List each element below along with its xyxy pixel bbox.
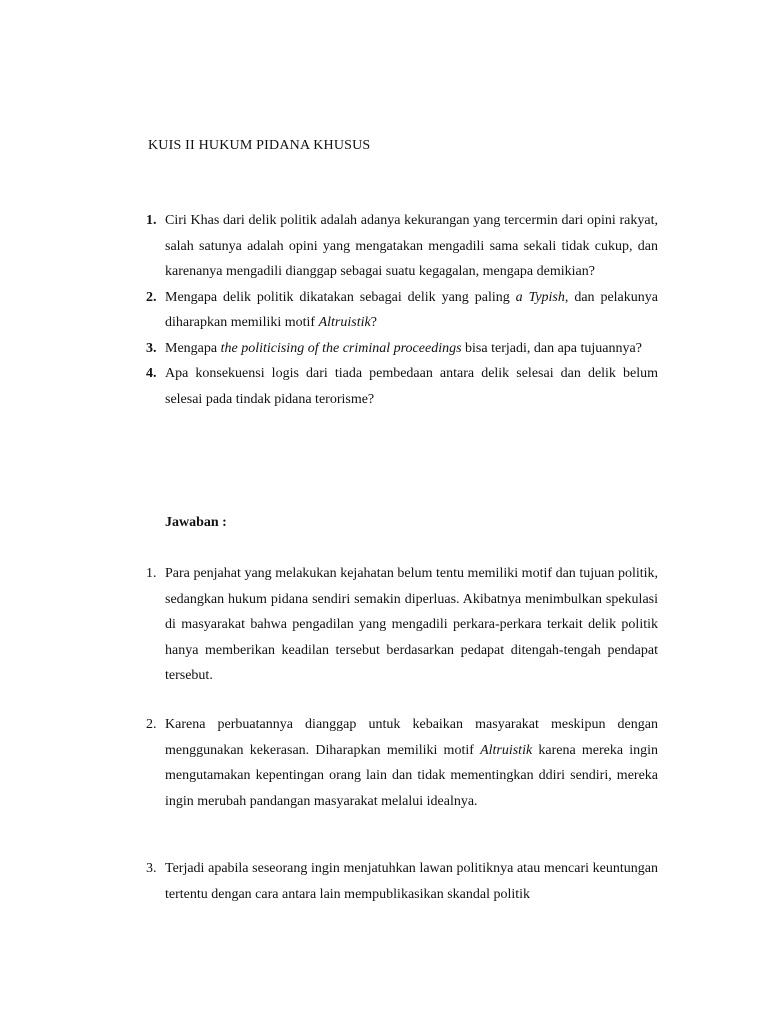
answer-item-1 <box>146 561 658 689</box>
question-item <box>146 208 658 285</box>
question-text-segment: Apa konsekuensi logis dari tiada pembedaan antara delik selesai dan delik belum selesai pada tindak pidana terorisme? <box>165 366 658 407</box>
question-number: 2. <box>146 289 157 305</box>
question-item <box>146 285 658 336</box>
answers-heading: Jawaban : <box>165 515 227 530</box>
answer-item-2 <box>146 712 658 814</box>
question-text-segment: Ciri Khas dari delik politik adalah adanya kekurangan yang tercermin dari opini rakyat, salah satunya adalah opini yang mengatakan mengadili sama sekali tidak cukup, dan karenanya mengadili dianggap sebagai suatu kegagalan, mengapa demikian? <box>165 213 658 279</box>
question-text-segment: Mengapa <box>165 340 221 356</box>
answer-text <box>165 861 658 902</box>
question-text <box>165 213 658 279</box>
answer-text-segment: Para penjahat yang melakukan kejahatan belum tentu memiliki motif dan tujuan politik, sedangkan hukum pidana sendiri semakin diperluas. Akibatnya menimbulkan spekulasi di masyarakat bahwa pengadilan yang mengadili perkara-perkara terkait delik politik hanya memberikan keadilan tersebut berdasarkan pedapat ditengah-tengah pendapat tersebut. <box>165 566 658 683</box>
answer-text <box>165 566 658 683</box>
answer-number: 3. <box>146 861 157 876</box>
answer-item <box>146 561 658 689</box>
answer-number: 2. <box>146 717 157 732</box>
question-item <box>146 336 658 362</box>
answer-text-italic: Altruistik <box>480 742 533 758</box>
question-text-italic: the politicising of the criminal proceedings <box>220 340 462 356</box>
answer-item <box>146 712 658 814</box>
answer-number: 1. <box>146 566 157 581</box>
answer-text <box>165 717 658 809</box>
answer-item-3 <box>146 856 658 907</box>
question-number: 4. <box>146 366 157 381</box>
question-text-segment: bisa terjadi, dan apa tujuannya? <box>461 340 642 356</box>
question-text-segment: , dan pelakunya diharapkan memiliki motif <box>165 289 658 330</box>
question-text-italic: Altruistik <box>318 315 371 330</box>
answer-text-segment: karena mereka ingin mengutamakan kepentingan orang lain dan tidak mementingkan ddiri sendiri, mereka ingin merubah pandangan masyarakat melalui idealnya. <box>165 742 658 809</box>
question-text <box>165 290 658 331</box>
question-number: 1. <box>146 213 157 228</box>
answer-text-segment: Terjadi apabila seseorang ingin menjatuhkan lawan politiknya atau mencari keuntungan tertentu dengan cara antara lain mempublikasikan skandal politik <box>165 861 658 902</box>
answer-item <box>146 856 658 907</box>
question-text <box>165 366 658 407</box>
question-list <box>146 208 658 412</box>
question-text <box>165 341 642 356</box>
question-text-segment: Mengapa delik politik dikatakan sebagai delik yang paling <box>165 289 516 305</box>
question-number: 3. <box>146 340 157 356</box>
question-item <box>146 361 658 412</box>
document-title: KUIS II HUKUM PIDANA KHUSUS <box>148 138 371 153</box>
question-text-segment: ? <box>370 315 377 330</box>
answer-text-segment: Karena perbuatannya dianggap untuk kebaikan masyarakat meskipun dengan menggunakan kekerasan. Diharapkan memiliki motif <box>165 717 658 758</box>
question-text-italic: a Typish <box>515 289 565 305</box>
